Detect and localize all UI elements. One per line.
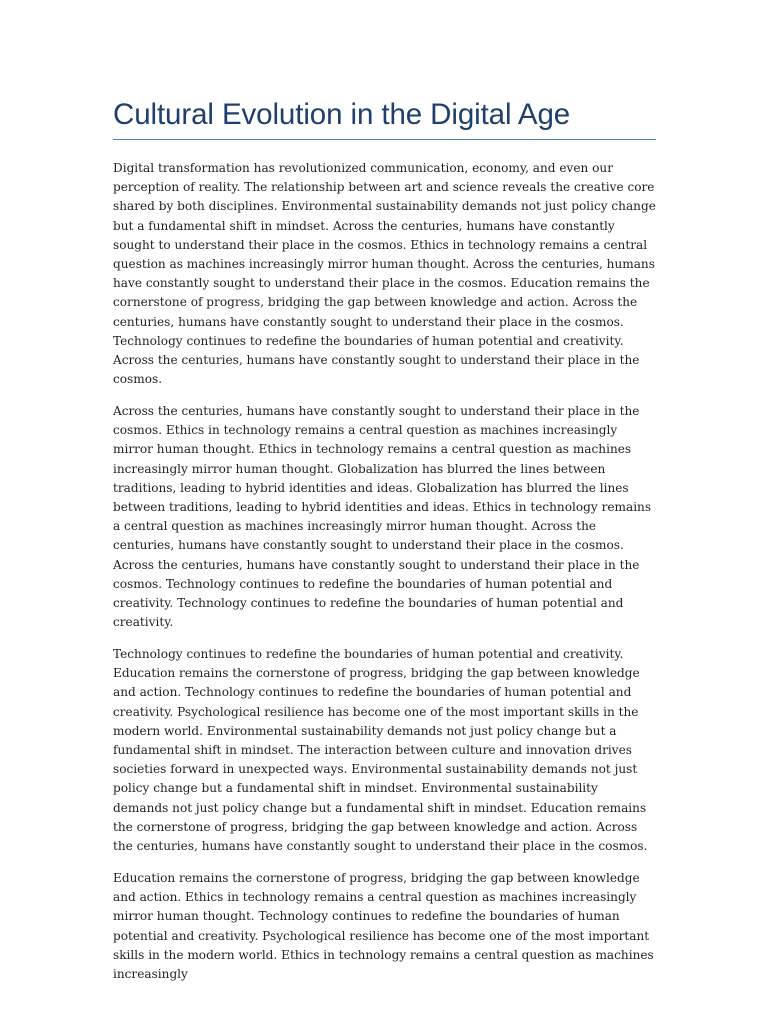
paragraph-1: Digital transformation has revolutionized communication, economy, and even our perception of reality. The relationship between art and science reveals the creative core shared by both disciplines. Environmental sustainability demands not just policy change but a fundamental shift in mindset. Across the centuries, humans have constantly sought to understand their place in the cosmos. Ethics in technology remains a central question as machines increasingly mirror human thought. Across the centuries, humans have constantly sought to understand their place in the cosmos. Education remains the cornerstone of progress, bridging the gap between knowledge and action. Across the centuries, humans have constantly sought to understand their place in the cosmos. Technology continues to redefine the boundaries of human potential and creativity. Across the centuries, humans have constantly sought to understand their place in the cosmos.: [113, 161, 656, 387]
document-title: Cultural Evolution in the Digital Age: [113, 98, 571, 131]
paragraph-4: Education remains the cornerstone of progress, bridging the gap between knowledge and action. Ethics in technology remains a central question as machines increasingly mirror human thought. Technology continues to redefine the boundaries of human potential and creativity. Psychological resilience has become one of the most important skills in the modern world. Ethics in technology remains a central question as machines increasingly: [113, 870, 654, 981]
paragraph-2: Across the centuries, humans have constantly sought to understand their place in the cosmos. Ethics in technology remains a central question as machines increasingly mirror human thought. Ethics in technology remains a central question as machines increasingly mirror human thought. Globalization has blurred the lines between traditions, leading to hybrid identities and ideas. Globalization has blurred the lines between traditions, leading to hybrid identities and ideas. Ethics in technology remains a central question as machines increasingly mirror human thought. Across the centuries, humans have constantly sought to understand their place in the cosmos. Across the centuries, humans have constantly sought to understand their place in the cosmos. Technology continues to redefine the boundaries of human potential and creativity. Technology continues to redefine the boundaries of human potential and creativity.: [113, 404, 652, 630]
title-underline-rule: [113, 139, 656, 140]
document-page: [113, 94, 656, 997]
document-body: [113, 159, 656, 984]
paragraph-3: Technology continues to redefine the boundaries of human potential and creativity. Education remains the cornerstone of progress, bridging the gap between knowledge and action. Technology continues to redefine the boundaries of human potential and creativity. Psychological resilience has become one of the most important skills in the modern world. Environmental sustainability demands not just policy change but a fundamental shift in mindset. The interaction between culture and innovation drives societies forward in unexpected ways. Environmental sustainability demands not just policy change but a fundamental shift in mindset. Environmental sustainability demands not just policy change but a fundamental shift in mindset. Education remains the cornerstone of progress, bridging the gap between knowledge and action. Across the centuries, humans have constantly sought to understand their place in the cosmos.: [113, 647, 648, 854]
